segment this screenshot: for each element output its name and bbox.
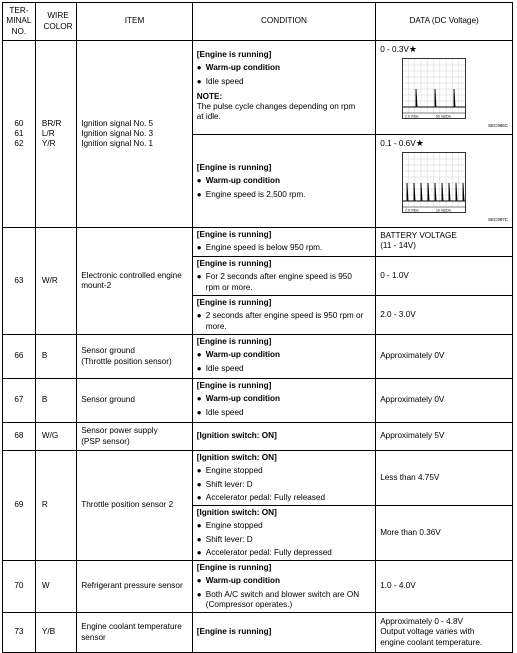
bullet-text: For 2 seconds after engine speed is 950 (205, 272, 352, 282)
star-icon: ★ (408, 44, 417, 54)
condition-bullet: ● Idle speed (196, 76, 244, 86)
item-text: sensor (81, 632, 106, 642)
condition-bullet: ● Accelerator pedal: Fully depressed (196, 547, 332, 557)
star-icon: ★ (415, 138, 424, 148)
condition-heading: [Engine is running] (196, 163, 272, 172)
condition-bullet: ● Shift lever: D (196, 479, 253, 489)
terminal-number: 63 (3, 228, 36, 335)
data-cell (376, 41, 513, 135)
bullet-text: Accelerator pedal: Fully depressed (205, 547, 332, 557)
condition-heading: [Ignition switch: ON] (192, 423, 375, 451)
item-text: Engine coolant temperature (81, 622, 182, 632)
condition-heading: [Engine is running] (196, 259, 272, 268)
data-cell (376, 228, 513, 257)
bullet-text: Engine speed is below 950 rpm. (205, 243, 323, 253)
condition-cell (192, 135, 375, 228)
wire-color: L/R (41, 128, 55, 138)
header-terminal-line: NO. (11, 26, 27, 36)
condition-heading: [Engine is running] (196, 563, 272, 572)
condition-heading: [Ignition switch: ON] (196, 453, 277, 462)
table-row (3, 451, 513, 506)
bullet-text: Shift lever: D (205, 479, 253, 489)
bullet-text: Accelerator pedal: Fully released (205, 492, 326, 502)
item-text: (PSP sensor) (81, 436, 130, 446)
figure-reference: SEC986C (487, 123, 508, 129)
header-terminal (3, 3, 36, 41)
item-text: Throttle position sensor 2 (77, 451, 193, 561)
item-text: Electronic controlled engine (81, 270, 182, 280)
oscilloscope-waveform-2500rpm (402, 152, 466, 216)
condition-bullet: ● Accelerator pedal: Fully released (196, 492, 326, 502)
bullet-text: Engine stopped (205, 521, 263, 531)
condition-bullet: ● Idle speed (196, 363, 244, 373)
item-text: Sensor ground (81, 346, 135, 356)
condition-bullet: ● Engine speed is 2,500 rpm. (196, 189, 306, 199)
condition-heading: [Engine is running] (196, 298, 272, 307)
condition-bullet: ● Shift lever: D (196, 534, 253, 544)
condition-bullet: ● Engine stopped (196, 466, 263, 476)
bullet-text: Warm-up condition (205, 394, 281, 404)
item-cell (77, 228, 193, 335)
wire-color: Y/B (35, 613, 76, 653)
condition-heading: [Engine is running] (196, 337, 272, 346)
note-text: The pulse cycle changes depending on rpm (196, 102, 356, 111)
voltage-value: 0 - 1.0V (376, 257, 513, 296)
item-cell (77, 613, 193, 653)
wire-color: B (35, 379, 76, 423)
terminal-number: 73 (3, 613, 36, 653)
condition-cell (192, 296, 375, 335)
header-data: DATA (DC Voltage) (376, 3, 513, 41)
scope-time-label: 10 ms/Div (436, 208, 452, 213)
bullet-text: rpm or more. (205, 282, 253, 292)
item-text: Ignition signal No. 5 (81, 118, 154, 128)
wire-color: W (35, 561, 76, 613)
voltage-value: 0 - 0.3V (380, 45, 409, 54)
header-wire-line: COLOR (43, 21, 73, 31)
bullet-text: Engine speed is 2,500 rpm. (205, 189, 306, 199)
bullet-text: Warm-up condition (205, 576, 281, 586)
terminal-number: 61 (14, 128, 24, 138)
item-text: (Throttle position sensor) (81, 356, 172, 366)
item-cell (77, 41, 193, 228)
wire-color: W/R (35, 228, 76, 335)
table-row (3, 423, 513, 451)
item-cell (77, 335, 193, 379)
condition-bullet: ● Warm-up condition (196, 176, 281, 186)
table-row (3, 41, 513, 135)
header-row (3, 3, 513, 41)
bullet-text: Both A/C switch and blower switch are ON (205, 589, 360, 599)
condition-bullet: ● Warm-up condition (196, 576, 281, 586)
condition-bullet: ● For 2 seconds after engine speed is 950 rpm or more. (196, 272, 352, 292)
header-wire-line: WIRE (47, 11, 69, 21)
voltage-note: engine coolant temperature. (380, 637, 483, 647)
terminal-number: 66 (3, 335, 36, 379)
terminal-number: 62 (14, 139, 24, 149)
terminal-number: 60 (14, 118, 24, 128)
voltage-value: Approximately 5V (376, 423, 513, 451)
wire-color: R (35, 451, 76, 561)
item-cell (77, 423, 193, 451)
condition-cell (192, 506, 375, 561)
voltage-value: Less than 4.75V (376, 451, 513, 506)
bullet-text: Idle speed (205, 363, 244, 373)
bullet-text: Warm-up condition (205, 176, 281, 186)
bullet-text: Idle speed (205, 407, 244, 417)
voltage-note: Output voltage varies with (380, 627, 475, 637)
condition-cell (192, 379, 375, 423)
terminal-number: 68 (3, 423, 36, 451)
condition-cell (192, 41, 375, 135)
bullet-text: Engine stopped (205, 466, 263, 476)
voltage-value: BATTERY VOLTAGE (380, 231, 457, 240)
condition-bullet: ● 2 seconds after engine speed is 950 rpm or more. (196, 311, 364, 331)
table-row (3, 335, 513, 379)
wire-color: BR/R (41, 118, 62, 128)
bullet-text: more. (205, 321, 227, 331)
condition-cell (192, 561, 375, 613)
header-item: ITEM (77, 3, 193, 41)
voltage-value: 0.1 - 0.6V (380, 139, 416, 148)
voltage-value: 1.0 - 4.0V (376, 561, 513, 613)
data-cell (376, 613, 513, 653)
bullet-text: 2 seconds after engine speed is 950 rpm or (205, 311, 364, 321)
condition-heading: [Engine is running] (192, 613, 375, 653)
voltage-value: Approximately 0 - 4.8V (380, 617, 464, 627)
condition-heading: [Ignition switch: ON] (196, 508, 277, 517)
condition-cell (192, 451, 375, 506)
condition-cell (192, 257, 375, 296)
bullet-text: Shift lever: D (205, 534, 253, 544)
table-row (3, 379, 513, 423)
condition-bullet: ● Warm-up condition (196, 394, 281, 404)
wire-color-cell (35, 41, 76, 228)
scope-scale-label: 2.0 V/Div (405, 114, 419, 119)
condition-bullet: ● Idle speed (196, 407, 244, 417)
header-condition: CONDITION (192, 3, 375, 41)
scope-time-label: 50 ms/Div (436, 114, 452, 119)
item-text: Ignition signal No. 3 (81, 128, 154, 138)
table-row (3, 228, 513, 257)
note-heading: NOTE: (196, 91, 223, 101)
voltage-value: Approximately 0V (376, 335, 513, 379)
bullet-text: Warm-up condition (205, 350, 281, 360)
voltage-value: More than 0.36V (376, 506, 513, 561)
table-row (3, 561, 513, 613)
figure-reference: SEC987C (487, 217, 508, 223)
terminal-cell (3, 41, 36, 228)
oscilloscope-waveform-idle (402, 58, 466, 122)
wire-color: B (35, 335, 76, 379)
condition-bullet: ● Engine stopped (196, 521, 263, 531)
voltage-value: 2.0 - 3.0V (376, 296, 513, 335)
terminal-number: 69 (3, 451, 36, 561)
scope-scale-label: 2.0 V/Div (405, 208, 419, 213)
condition-heading: [Engine is running] (196, 50, 272, 59)
condition-bullet: ● Both A/C switch and blower switch are ON (Compressor operates.) (196, 589, 360, 609)
item-text: mount-2 (81, 281, 112, 290)
condition-bullet: ● Warm-up condition (196, 350, 281, 360)
condition-bullet: ● Engine speed is below 950 rpm. (196, 243, 323, 253)
wire-color: Y/R (41, 139, 56, 149)
item-text: Sensor power supply (81, 426, 158, 436)
data-cell (376, 135, 513, 228)
condition-bullet: ● Warm-up condition (196, 63, 281, 73)
terminal-number: 67 (3, 379, 36, 423)
bullet-text: (Compressor operates.) (205, 599, 293, 609)
condition-cell (192, 335, 375, 379)
wire-color: W/G (35, 423, 76, 451)
terminal-data-table (2, 2, 513, 653)
header-terminal-line: TER- (9, 6, 29, 16)
terminal-number: 70 (3, 561, 36, 613)
voltage-value: Approximately 0V (376, 379, 513, 423)
condition-cell (192, 228, 375, 257)
note-text: at idle. (196, 112, 221, 122)
item-text: Ignition signal No. 1 (81, 139, 154, 149)
item-text: Sensor ground (77, 379, 193, 423)
header-wire-color (35, 3, 76, 41)
condition-heading: [Engine is running] (196, 381, 272, 390)
condition-heading: [Engine is running] (196, 230, 272, 239)
bullet-text: Warm-up condition (205, 63, 281, 73)
bullet-text: Idle speed (205, 76, 244, 86)
table-row (3, 613, 513, 653)
header-terminal-line: MINAL (6, 16, 32, 26)
item-text: Refrigerant pressure sensor (77, 561, 193, 613)
voltage-value: (11 - 14V) (380, 241, 416, 251)
